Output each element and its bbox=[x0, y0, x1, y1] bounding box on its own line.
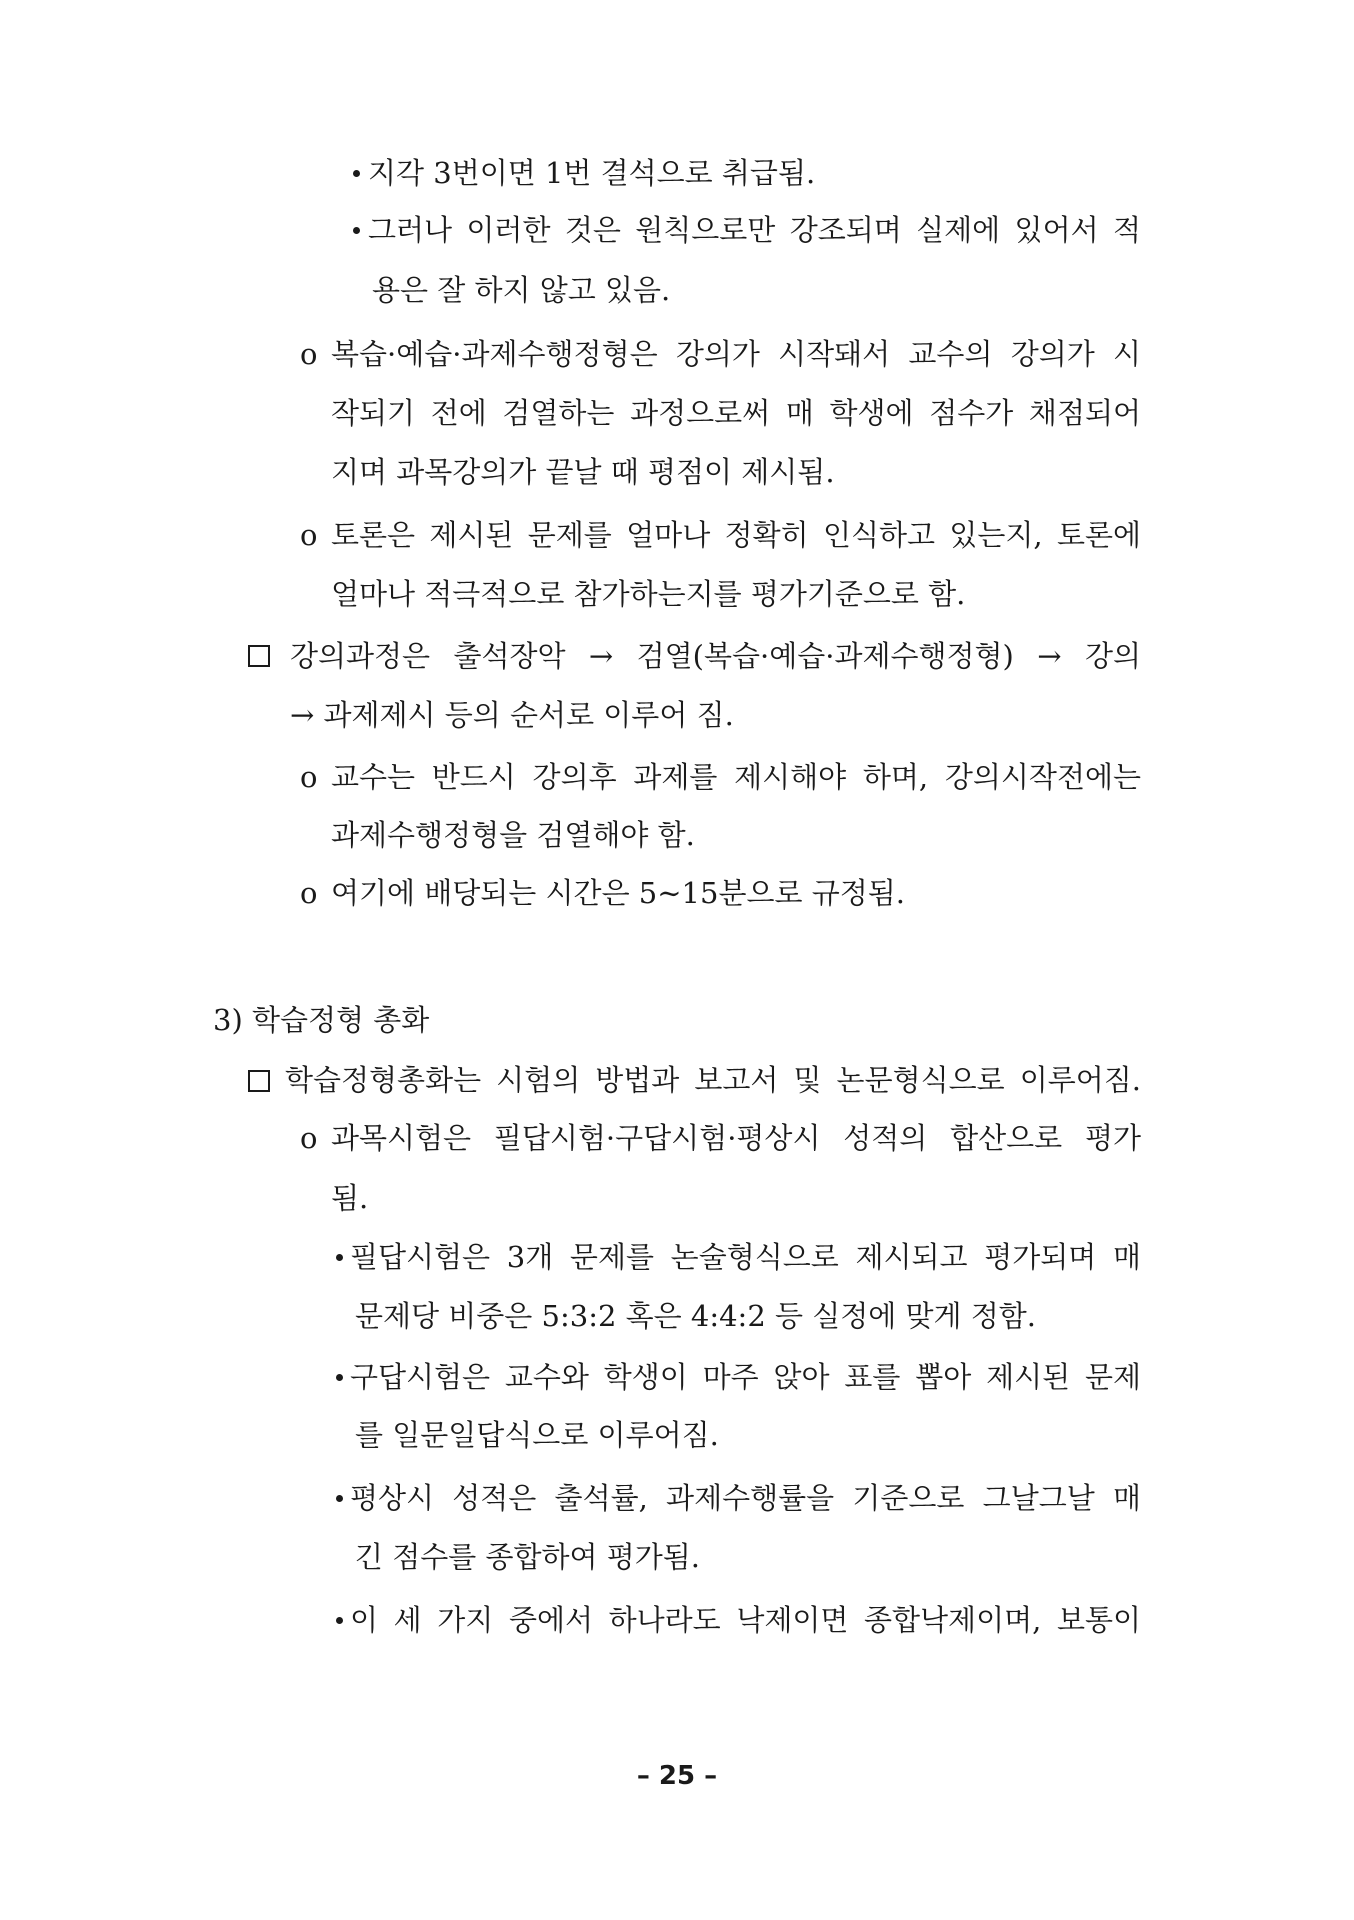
section-heading: 3) 학습정형 총화 bbox=[213, 1003, 430, 1037]
text-line: 긴 점수를 종합하여 평가됨. bbox=[355, 1540, 701, 1574]
text-line: 구답시험은 교수와 학생이 마주 앉아 표를 뽑아 제시된 문제 bbox=[350, 1360, 1141, 1394]
text-line: 강의과정은 출석장악 → 검열(복습·예습·과제수행정형) → 강의 bbox=[290, 639, 1141, 673]
text-line: 용은 잘 하지 않고 있음. bbox=[372, 273, 671, 307]
circle-marker-icon: o bbox=[300, 337, 318, 371]
text-line: 됨. bbox=[331, 1181, 369, 1215]
bullet-icon bbox=[336, 1374, 343, 1381]
text-line: 이 세 가지 중에서 하나라도 낙제이면 종합낙제이며, 보통이 bbox=[350, 1603, 1141, 1637]
checkbox-square-icon bbox=[248, 1070, 270, 1092]
text-line: 지각 3번이면 1번 결석으로 취급됨. bbox=[368, 156, 816, 190]
text-line: → 과제제시 등의 순서로 이루어 짐. bbox=[290, 698, 734, 732]
circle-marker-icon: o bbox=[300, 518, 318, 552]
text-line: 지며 과목강의가 끝날 때 평점이 제시됨. bbox=[331, 455, 835, 489]
text-line: 작되기 전에 검열하는 과정으로써 매 학생에 점수가 채점되어 bbox=[331, 396, 1141, 430]
circle-marker-icon: o bbox=[300, 760, 318, 794]
text-line: 복습·예습·과제수행정형은 강의가 시작돼서 교수의 강의가 시 bbox=[331, 337, 1141, 371]
circle-marker-icon: o bbox=[300, 876, 318, 910]
text-line: 토론은 제시된 문제를 얼마나 정확히 인식하고 있는지, 토론에 bbox=[331, 518, 1141, 552]
checkbox-square-icon bbox=[248, 645, 270, 667]
bullet-icon bbox=[336, 1617, 343, 1624]
text-line: 그러나 이러한 것은 원칙으로만 강조되며 실제에 있어서 적 bbox=[368, 213, 1141, 247]
text-line: 여기에 배당되는 시간은 5∼15분으로 규정됨. bbox=[331, 876, 905, 910]
bullet-icon bbox=[353, 170, 360, 177]
bullet-icon bbox=[336, 1254, 343, 1261]
text-line: 얼마나 적극적으로 참가하는지를 평가기준으로 함. bbox=[331, 577, 966, 611]
page-number: – 25 – bbox=[636, 1761, 718, 1791]
bullet-icon bbox=[353, 227, 360, 234]
text-line: 문제당 비중은 5:3:2 혹은 4:4:2 등 실정에 맞게 정함. bbox=[355, 1299, 1036, 1333]
text-line: 교수는 반드시 강의후 과제를 제시해야 하며, 강의시작전에는 bbox=[331, 760, 1141, 794]
text-line: 를 일문일답식으로 이루어짐. bbox=[355, 1418, 719, 1452]
text-line: 과목시험은 필답시험·구답시험·평상시 성적의 합산으로 평가 bbox=[331, 1121, 1141, 1155]
text-line: 학습정형총화는 시험의 방법과 보고서 및 논문형식으로 이루어짐. bbox=[285, 1063, 1141, 1097]
circle-marker-icon: o bbox=[300, 1121, 318, 1155]
text-line: 과제수행정형을 검열해야 함. bbox=[331, 818, 695, 852]
text-line: 평상시 성적은 출석률, 과제수행률을 기준으로 그날그날 매 bbox=[350, 1481, 1141, 1515]
text-line: 필답시험은 3개 문제를 논술형식으로 제시되고 평가되며 매 bbox=[350, 1240, 1141, 1274]
bullet-icon bbox=[336, 1495, 343, 1502]
